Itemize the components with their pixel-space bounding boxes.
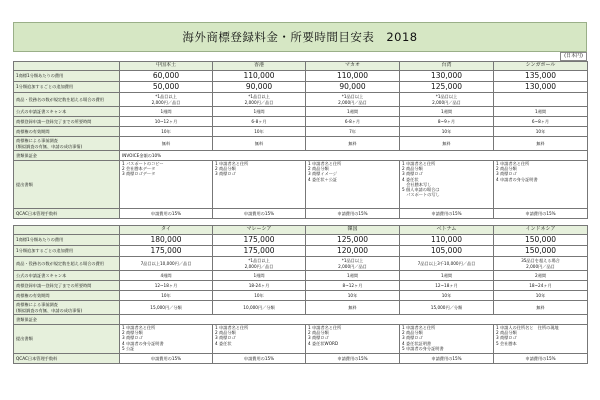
fee-cell: 申請費用の15% — [120, 354, 213, 364]
fee-cell: 90,000 — [213, 82, 306, 93]
fee-line: *1品目以上 — [341, 258, 364, 264]
fee-cell: 125,000 — [400, 82, 494, 93]
fee-cell: 10~12ヶ月 — [120, 117, 213, 127]
docs-list-item: 1 申請者名と住所 — [308, 325, 342, 330]
docs-list-item: 5 個人申請の場合は — [402, 187, 440, 193]
row-label-main: 商標権による事前調査 — [16, 138, 58, 144]
docs-list-cell — [400, 161, 494, 209]
fee-line: 7品目以上3千10,000円／品目 — [417, 260, 476, 266]
row-label: 提出書類 — [14, 161, 120, 209]
fee-cell: 50,000 — [120, 82, 213, 93]
fee-line: 2,000円／品目 — [244, 99, 274, 105]
fee-cell: 110,000 — [306, 71, 400, 82]
fee-line: 2,000円／品目 — [338, 263, 367, 269]
docs-list-item: 1 申請者名と住所 — [496, 161, 530, 166]
row-label: 商品・役務名の数が規定数を超える場合の費用 — [14, 257, 120, 271]
docs-list-item: 4 委任状 — [215, 340, 232, 346]
per-class-fee-row — [14, 71, 588, 82]
fee-cell: 1週間 — [213, 271, 306, 281]
docs-list-item: 2 商品分類 — [402, 330, 423, 336]
fee-cell: 120,000 — [306, 246, 400, 257]
qcac-fee-row — [14, 354, 588, 364]
row-label-main: 商標権による事前調査 — [16, 302, 58, 308]
fee-cell: 12~18ヶ月 — [400, 281, 494, 291]
fee-cell: 申請費用の15% — [213, 354, 306, 364]
docs-list-cell — [213, 325, 306, 354]
fee-cell: 10年 — [213, 127, 306, 137]
fee-line: *1品目以上 — [341, 94, 364, 100]
docs-list-item: 1 申請者名と住所 — [122, 325, 156, 330]
validity-row — [14, 291, 588, 301]
fee-cell: 無料 — [494, 137, 588, 151]
fee-line: 35品目を超える場合 — [521, 258, 560, 264]
required-docs-row — [14, 325, 588, 354]
reason-process-row — [14, 301, 588, 315]
docs-list-item: 2 商品分類 — [402, 166, 423, 172]
docs-list-item: 3 商標ロゴ — [122, 335, 143, 341]
fee-cell: 130,000 — [400, 71, 494, 82]
docs-list-item: 1 申請者名と住所 — [215, 325, 249, 330]
fee-cell: 1週間 — [213, 107, 306, 117]
fee-sheet — [13, 22, 587, 364]
fee-table-section-1 — [13, 61, 588, 219]
docs-list-item: 5 申請者の身分証明書 — [402, 345, 444, 351]
fee-cell: 6~8ヶ月 — [494, 117, 588, 127]
docs-list-item: 2 商品分類 — [308, 166, 329, 172]
row-label: 提出書類 — [14, 325, 120, 354]
fee-cell: 12~18ヶ月 — [120, 281, 213, 291]
fee-cell: 1週間 — [494, 107, 588, 117]
fee-cell: 90,000 — [306, 82, 400, 93]
docs-list-item: 1 申請者名と住所 — [215, 161, 249, 166]
fee-cell: 110,000 — [213, 71, 306, 82]
docs-list-item: 3 商標ロゴ — [496, 171, 517, 177]
country-header-row — [14, 226, 588, 235]
docs-list-item: 2 商品分類 — [215, 166, 236, 172]
docs-list-item: 5 会社謄本 — [496, 340, 517, 346]
fee-cell: 2週間 — [494, 271, 588, 281]
docs-list-item: 4 委任状＋公証 — [308, 176, 338, 182]
docs-list-cell — [494, 325, 588, 354]
country-header: 中国本土 — [120, 62, 213, 71]
docs-list-item: 3 商標ロゴ — [496, 335, 517, 341]
qcac-fee-row — [14, 209, 588, 219]
validity-row — [14, 127, 588, 137]
docs-list-item: 3 商標ロゴ — [215, 171, 236, 177]
fee-cell — [213, 257, 306, 271]
row-label: 公式の申請証書スキャン本 — [14, 107, 120, 117]
docs-list-cell — [120, 161, 213, 209]
docs-list-item: 2 会社謄本データ — [122, 166, 156, 172]
period-row — [14, 117, 588, 127]
header-corner — [14, 226, 120, 235]
extra-goods-fee-row — [14, 257, 588, 271]
docs-list-cell — [213, 161, 306, 209]
fee-cell: 1週間 — [400, 271, 494, 281]
row-label: 商品・役務名の数が規定数を超える場合の費用 — [14, 93, 120, 107]
row-label — [14, 137, 120, 151]
fee-cell — [120, 93, 213, 107]
fee-line: 2,000円／品目 — [244, 263, 274, 269]
docs-list-item: 1 申請者名と住所 — [402, 161, 436, 166]
docs-list-item: パスポートの写し — [402, 192, 440, 198]
country-header: マカオ — [306, 62, 400, 71]
fee-cell — [306, 257, 400, 271]
fee-cell — [213, 93, 306, 107]
docs-check-row — [14, 151, 588, 161]
fee-cell: 申請費用の15% — [120, 209, 213, 219]
unit-row — [13, 52, 587, 61]
fee-cell: 4週間 — [120, 271, 213, 281]
fee-cell: 10年 — [213, 291, 306, 301]
fee-cell: 175,000 — [120, 246, 213, 257]
fee-table-section-2 — [13, 225, 588, 364]
docs-check-row — [14, 315, 588, 325]
docs-list-item: 1 申請者名と住所 — [308, 161, 342, 166]
fee-line: 2,000円／品目 — [338, 99, 367, 105]
period-row — [14, 281, 588, 291]
row-label: 商標権の有効期間 — [14, 291, 120, 301]
docs-list-item: 4 委任状 — [402, 176, 419, 182]
fee-cell: 申請費用の15% — [306, 354, 400, 364]
fee-cell: 無料 — [400, 137, 494, 151]
row-label: 公式の申請証書スキャン本 — [14, 271, 120, 281]
fee-cell: 7年 — [306, 127, 400, 137]
docs-list-item: 3 商標ロゴデータ — [122, 171, 156, 177]
docs-list-item: 3 商標ロゴ — [402, 335, 423, 341]
fee-cell: 150,000 — [494, 235, 588, 246]
country-header: マレーシア — [213, 226, 306, 235]
docs-list-item: 1 申請者名と住所 — [402, 325, 436, 330]
fee-cell: 15,000円／分類 — [400, 301, 494, 315]
fee-cell: 175,000 — [213, 246, 306, 257]
fee-line: 2,000円／品目 — [432, 99, 461, 105]
docs-list-item: 3 商標ロゴ — [308, 335, 329, 341]
fee-cell: 110,000 — [400, 235, 494, 246]
docs-list-item: 2 商品分類 — [496, 166, 517, 172]
row-label: 書類保証金 — [14, 315, 120, 325]
docs-list-item: 1 パスポートのコピー — [122, 161, 164, 166]
fee-cell: 無料 — [306, 137, 400, 151]
fee-cell — [400, 93, 494, 107]
fee-cell: 申請費用の15% — [400, 354, 494, 364]
country-header: 韓国 — [306, 226, 400, 235]
docs-list-item: 3 商標ロゴ — [215, 335, 236, 341]
fee-cell: 10,000円／分類 — [213, 301, 306, 315]
fee-cell: 申請費用の15% — [213, 209, 306, 219]
row-label: 1商標1分類あたりの費用 — [14, 71, 120, 82]
fee-line: *1品目以上 — [435, 94, 458, 100]
reason-process-row — [14, 137, 588, 151]
fee-cell: 1週間 — [306, 271, 400, 281]
docs-list-item: 4 申請者の身分証明書 — [122, 340, 164, 346]
row-label-sub: (類似調査の有無、申請の成功事情) — [16, 307, 83, 313]
fee-cell: 10年 — [120, 291, 213, 301]
fee-cell: 申請費用の15% — [306, 209, 400, 219]
header-corner — [14, 62, 120, 71]
fee-cell: 10年 — [120, 127, 213, 137]
fee-cell: 150,000 — [494, 246, 588, 257]
required-docs-row — [14, 161, 588, 209]
docs-list-cell — [306, 325, 400, 354]
country-header: 香港 — [213, 62, 306, 71]
docs-list-item: 4 委任状WORD — [308, 340, 339, 346]
country-header: ベトナム — [400, 226, 494, 235]
fee-cell: 申請費用の15% — [494, 209, 588, 219]
fee-cell: 105,000 — [400, 246, 494, 257]
row-label: 書類保証金 — [14, 151, 120, 161]
docs-check-value — [120, 315, 588, 325]
fee-cell: 1週間 — [306, 107, 400, 117]
fee-line: *1品目以上 — [155, 94, 177, 100]
per-class-fee-row — [14, 235, 588, 246]
fee-cell: 10年 — [400, 291, 494, 301]
fee-cell — [494, 257, 588, 271]
docs-list-item: 3 商標ロゴ — [402, 171, 423, 177]
fee-cell: 1週間 — [120, 107, 213, 117]
docs-list-cell — [494, 161, 588, 209]
fee-cell: 10年 — [306, 291, 400, 301]
fee-cell: 18~24ヶ月 — [494, 281, 588, 291]
docs-list-item: 2 商品分類 — [215, 330, 236, 336]
country-header: 台湾 — [400, 62, 494, 71]
docs-list-item: 2 商標分類 — [122, 330, 143, 336]
row-label-sub: (類似調査の有無、申請の成功事情) — [16, 143, 83, 149]
fee-cell — [120, 257, 213, 271]
fee-cell: 125,000 — [306, 235, 400, 246]
docs-list-cell — [306, 161, 400, 209]
docs-list-item: 2 商品分類 — [496, 330, 517, 336]
fee-cell: 10年 — [494, 127, 588, 137]
fee-cell: 無料 — [306, 301, 400, 315]
fee-line: 2,000円／品目 — [151, 99, 181, 105]
fee-cell: 15,000円／分類 — [120, 301, 213, 315]
fee-cell: 申請費用の15% — [494, 354, 588, 364]
docs-list-cell — [120, 325, 213, 354]
fee-line: *1品目以上 — [248, 258, 270, 264]
fee-cell: 6-8ヶ月 — [306, 117, 400, 127]
fee-cell — [306, 93, 400, 107]
currency-unit: (日本円) — [560, 52, 587, 61]
extra-class-fee-row — [14, 246, 588, 257]
docs-list-cell — [400, 325, 494, 354]
fee-cell: 18-24ヶ月 — [213, 281, 306, 291]
extra-class-fee-row — [14, 82, 588, 93]
fee-line: 2,000円／品目 — [526, 263, 555, 269]
row-label: 1商標1分類あたりの費用 — [14, 235, 120, 246]
fee-cell — [494, 93, 588, 107]
fee-cell: 175,000 — [213, 235, 306, 246]
fee-cell: 10年 — [494, 291, 588, 301]
official-scan-row — [14, 271, 588, 281]
country-header: タイ — [120, 226, 213, 235]
row-label: QCAC日本管理手数料 — [14, 209, 120, 219]
country-header: シンガポール — [494, 62, 588, 71]
fee-cell: 10年 — [400, 127, 494, 137]
country-header: インドネシア — [494, 226, 588, 235]
row-label: 商標登録申請〜登録完了までの所要時間 — [14, 281, 120, 291]
docs-list-item: 4 申請者の身分証明書 — [496, 176, 538, 182]
row-label: QCAC日本管理手数料 — [14, 354, 120, 364]
fee-cell: 無料 — [213, 137, 306, 151]
fee-line: 7品目以上10,000円／品目 — [140, 260, 192, 266]
row-label: 1分類追加するごとの追加費用 — [14, 82, 120, 93]
fee-cell: 申請費用の15% — [400, 209, 494, 219]
docs-list-item: 1 申請人の住所名と 住所の現地 — [496, 325, 559, 330]
fee-cell: 無料 — [494, 301, 588, 315]
fee-cell: 1週間 — [400, 107, 494, 117]
fee-cell: 130,000 — [494, 82, 588, 93]
fee-cell — [400, 257, 494, 271]
fee-cell: 8~12ヶ月 — [306, 281, 400, 291]
fee-line: *1品目以上 — [248, 94, 270, 100]
row-label: 商標権の有効期間 — [14, 127, 120, 137]
fee-cell: 60,000 — [120, 71, 213, 82]
country-header-row — [14, 62, 588, 71]
fee-cell: 180,000 — [120, 235, 213, 246]
fee-cell: 8~9ヶ月 — [400, 117, 494, 127]
sheet-title: 海外商標登録料金・所要時間目安表 2018 — [13, 22, 587, 52]
fee-cell: 無料 — [120, 137, 213, 151]
docs-list-item: 会社謄本写し — [402, 181, 432, 187]
row-label — [14, 301, 120, 315]
fee-cell: 6-8ヶ月 — [213, 117, 306, 127]
extra-goods-fee-row — [14, 93, 588, 107]
docs-check-value: INVOICE金額の10% — [120, 151, 588, 161]
row-label: 1分類追加するごとの追加費用 — [14, 246, 120, 257]
official-scan-row — [14, 107, 588, 117]
docs-list-item: 4 委任状証明書 — [402, 340, 432, 346]
row-label: 商標登録申請〜登録完了までの所要時間 — [14, 117, 120, 127]
docs-list-item: 3 商標イメージ — [308, 171, 337, 177]
docs-list-item: 5 公証 — [122, 345, 135, 351]
docs-list-item: 2 商品分類 — [308, 330, 329, 336]
fee-cell: 135,000 — [494, 71, 588, 82]
